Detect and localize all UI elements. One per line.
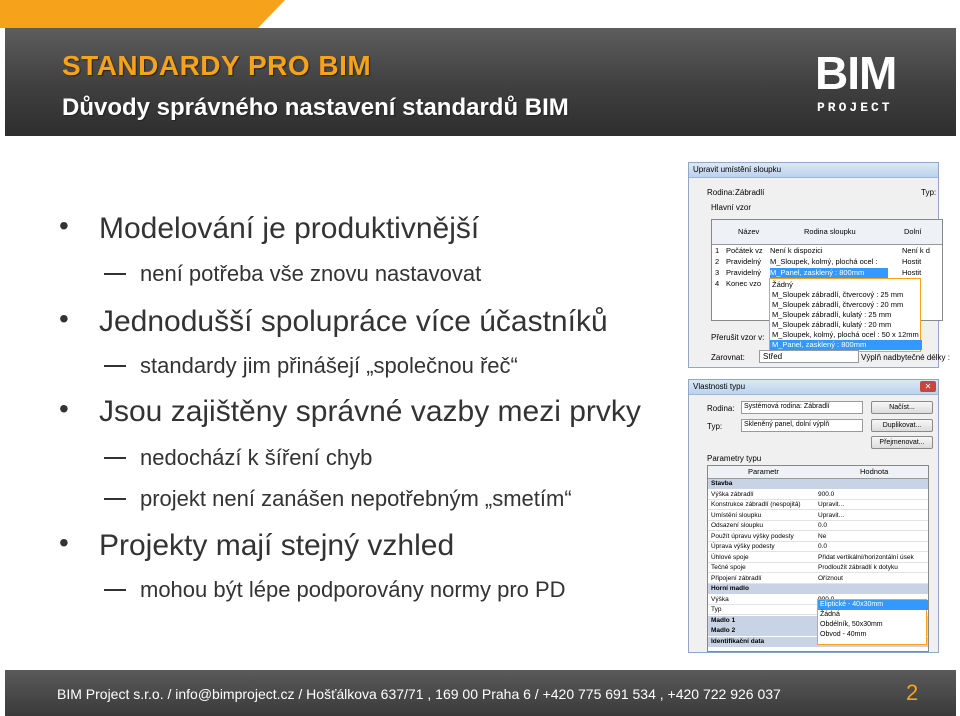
param-name: Madlo 1: [711, 616, 736, 624]
param-name: Odsazení sloupku: [711, 522, 764, 529]
table-row[interactable]: 2 Pravidelný M_Sloupek, kolmý, plochá ocel : Hostit: [715, 257, 922, 266]
bullet-2: • Jednodušší spolupráce více účastníků: [99, 305, 608, 339]
type-select[interactable]: Skleněný panel, dolní výplň: [741, 419, 863, 432]
param-row[interactable]: [708, 574, 928, 584]
param-name: Výška: [711, 595, 729, 603]
excess-length-label: Výplň nadbytečné délky :: [861, 353, 950, 362]
sub-bullet-2-1: standardy jim přinášejí „společnou řeč“: [140, 353, 518, 378]
dropdown-option[interactable]: M_Sloupek zábradlí, čtvercový : 20 mm: [772, 300, 904, 309]
param-value: 0.0: [818, 522, 828, 529]
param-row[interactable]: [708, 521, 928, 531]
param-name: Konstrukce zábradlí (nespojitá): [711, 501, 801, 508]
type-label: Typ:: [921, 188, 937, 197]
param-row[interactable]: [708, 542, 928, 552]
param-name: Stavba: [711, 480, 733, 487]
param-row[interactable]: [708, 553, 928, 563]
dialog-titlebar: Vlastnosti typu: [689, 380, 938, 395]
param-value: Ne: [818, 532, 827, 540]
family-value: Zábradlí: [735, 188, 765, 197]
param-name: Tečné spoje: [711, 564, 746, 571]
family-label: Rodina:: [707, 188, 735, 197]
header-accent-shape: [0, 0, 285, 28]
param-value: Prodloužit zábradlí k dotyku: [818, 564, 898, 571]
bim-project-logo: [815, 47, 915, 120]
rename-button[interactable]: Přejmenovat...: [871, 436, 933, 449]
sub-bullet-3-1: nedochází k šíření chyb: [140, 445, 373, 470]
type-label: Typ:: [707, 422, 723, 431]
col-bottom: Dolní: [904, 227, 922, 236]
param-name: Umístění sloupku: [711, 511, 762, 519]
table-row[interactable]: 4 Konec vzo: [715, 279, 762, 288]
param-row[interactable]: [708, 500, 928, 510]
col-name: Název: [738, 227, 760, 236]
sub-bullet-3-2: projekt není zanášen nepotřebným „smetím“: [140, 486, 572, 511]
table-row[interactable]: 1 Počátek vz Není k dispozici Není k d: [715, 246, 930, 255]
group-row[interactable]: [708, 584, 928, 594]
param-row[interactable]: [708, 532, 928, 542]
param-name: Horní madlo: [711, 585, 749, 592]
param-name: Typ: [711, 606, 722, 613]
dialog-titlebar: Upravit umístění sloupku: [689, 163, 938, 178]
justify-label: Zarovnat:: [711, 353, 745, 362]
type-params-label: Parametry typu: [707, 454, 762, 463]
param-name: Úprava výšky podesty: [711, 543, 775, 550]
justify-select[interactable]: Střed: [759, 350, 859, 363]
param-value: 0.0: [818, 543, 828, 550]
dropdown-option[interactable]: Žádná: [820, 611, 840, 618]
break-pattern-label: Přerušit vzor v:: [711, 333, 765, 342]
param-value: Upravit...: [818, 511, 845, 519]
dropdown-option[interactable]: M_Sloupek zábradlí, kulatý : 20 mm: [772, 320, 892, 329]
param-name: Úhlové spoje: [711, 553, 749, 561]
dropdown-option[interactable]: M_Sloupek, kolmý, plochá ocel : 50 x 12mm: [772, 330, 919, 339]
type-properties-dialog: [688, 379, 939, 653]
duplicate-button[interactable]: Duplikovat...: [871, 419, 933, 432]
param-value: 900.0: [818, 490, 835, 498]
dropdown-option-selected[interactable]: Eliptické - 40x30mm: [818, 600, 928, 610]
dropdown-option-selected[interactable]: M_Panel, zasklený : 800mm: [770, 340, 922, 350]
param-name: Identifikační data: [711, 637, 765, 645]
group-row[interactable]: [708, 479, 928, 489]
table-header: [712, 220, 942, 245]
col-family: Rodina sloupku: [804, 227, 856, 236]
bullet-3: • Jsou zajištěny správné vazby mezi prvky: [99, 395, 641, 429]
dropdown-option[interactable]: Obvod - 40mm: [820, 631, 867, 638]
dropdown-option[interactable]: M_Sloupek zábradlí, čtvercový : 25 mm: [772, 290, 904, 299]
dropdown-option[interactable]: M_Sloupek zábradlí, kulatý : 25 mm: [772, 310, 892, 319]
close-icon[interactable]: ✕: [920, 381, 936, 392]
table-header: Parametr Hodnota: [708, 466, 928, 479]
param-name: Použít úpravu výšky podesty: [711, 532, 794, 540]
footer-contact: BIM Project s.r.o. / info@bimproject.cz / Hošťálkova 637/71 , 169 00 Praha 6 / +420 775 691 534 , +420 722 926 037: [57, 686, 781, 702]
param-name: Madlo 2: [711, 627, 736, 634]
slide-title: STANDARDY PRO BIM: [62, 50, 372, 81]
sub-bullet-4-1: mohou být lépe podporovány normy pro PD: [140, 577, 566, 602]
sub-bullet-1-1: není potřeba vše znovu nastavovat: [140, 261, 482, 286]
logo-subtext: PROJECT: [817, 100, 893, 115]
param-row[interactable]: [708, 511, 928, 521]
family-select[interactable]: Systémová rodina: Zábradlí: [741, 401, 863, 414]
param-value: Přidat vertikální/horizontální úsek: [818, 553, 914, 561]
bullet-1: • Modelování je produktivnější: [99, 212, 479, 246]
param-value: Upravit...: [818, 501, 845, 508]
load-button[interactable]: Načíst...: [871, 401, 933, 414]
type-dropdown-list[interactable]: [817, 599, 927, 645]
param-value: Oříznout: [818, 574, 843, 582]
family-dropdown-list[interactable]: [769, 278, 921, 352]
main-pattern-label: Hlavní vzor: [711, 203, 752, 212]
logo-text: BIM: [815, 47, 897, 99]
slide-subtitle: Důvody správného nastavení standardů BIM: [62, 94, 569, 121]
dropdown-option[interactable]: Žádný: [772, 280, 793, 289]
page-number: 2: [906, 680, 919, 705]
dropdown-option[interactable]: Obdélník, 50x30mm: [820, 621, 883, 628]
param-name: Výška zábradlí: [711, 490, 754, 498]
param-name: Připojení zábradlí: [711, 574, 762, 582]
table-row[interactable]: 3 Pravidelný M_Panel, zasklený : 800mm Hostit: [715, 268, 922, 277]
family-label: Rodina:: [707, 404, 735, 413]
bullet-4: • Projekty mají stejný vzhled: [99, 529, 454, 563]
edit-baluster-placement-dialog: [688, 162, 950, 368]
param-row[interactable]: [708, 563, 928, 573]
param-row[interactable]: [708, 490, 928, 500]
